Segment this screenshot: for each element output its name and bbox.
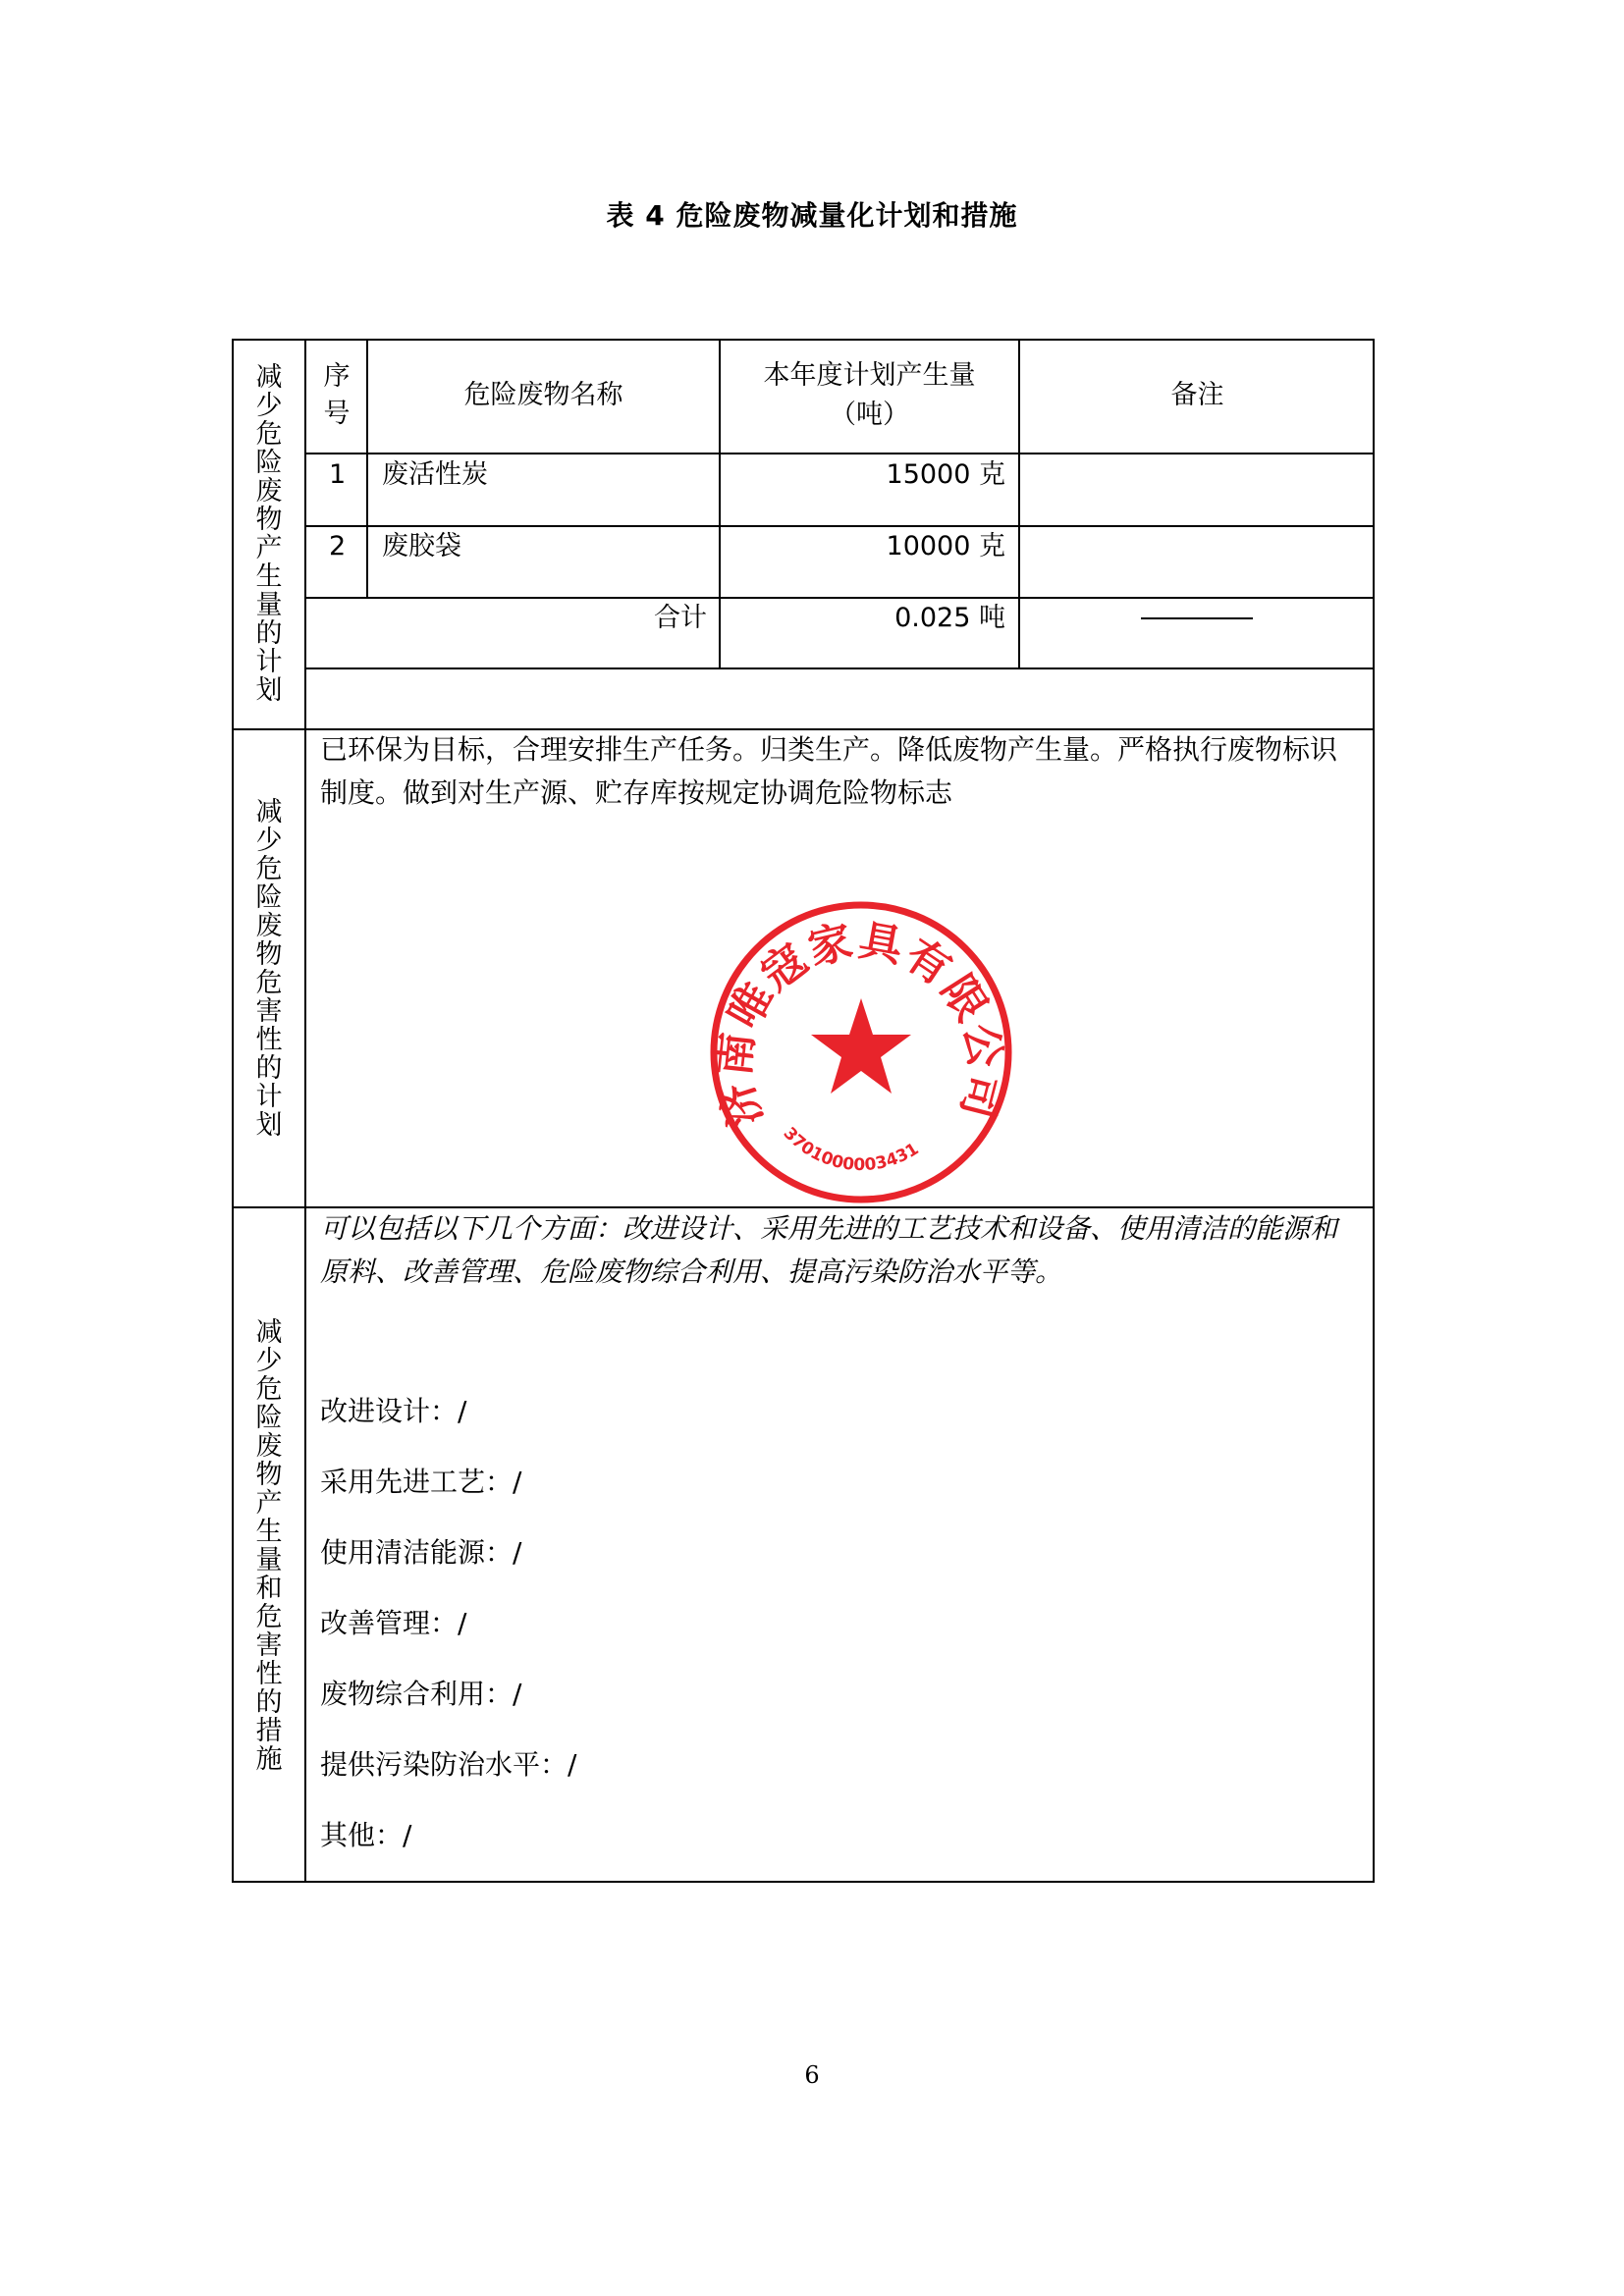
measure-other: 其他：/ <box>320 1819 412 1851</box>
seal-star <box>811 998 911 1094</box>
measure-reuse: 废物综合利用：/ <box>320 1678 522 1710</box>
header-planned-amount: 本年度计划产生量 （吨） <box>763 360 976 430</box>
seal-company-name: 济南唯寇家具有限公司 <box>709 915 1011 1133</box>
table-total-line <box>304 667 1375 669</box>
row1-seq: 1 <box>329 459 347 490</box>
header-waste-name: 危险废物名称 <box>463 380 623 410</box>
total-amount: 0.025 吨 <box>894 603 1005 633</box>
side-label-plan-quantity: 减少危险废物产生量的计划 <box>255 361 283 706</box>
page-number: 6 <box>804 2061 820 2089</box>
hazard-plan-text: 已环保为目标，合理安排生产任务。归类生产。降低废物产生量。严格执行废物标识制度。做到对生产源、贮存库按规定协调危险物标志 <box>320 733 1338 809</box>
row2-amount: 10000 克 <box>886 531 1005 561</box>
row2-name: 废胶袋 <box>382 531 461 561</box>
header-remark: 备注 <box>1170 380 1224 410</box>
measure-pollution: 提供污染防治水平：/ <box>320 1748 577 1781</box>
table-header-line <box>304 453 1375 454</box>
row2-seq: 2 <box>329 531 347 561</box>
measure-process: 采用先进工艺：/ <box>320 1466 522 1498</box>
measure-design: 改进设计：/ <box>320 1395 467 1427</box>
measure-management: 改善管理：/ <box>320 1607 467 1639</box>
measure-clean-energy: 使用清洁能源：/ <box>320 1536 522 1569</box>
side-label-plan-hazard: 减少危险废物危害性的计划 <box>255 796 283 1141</box>
total-label: 合计 <box>654 603 707 633</box>
company-seal <box>705 896 1017 1208</box>
row1-name: 废活性炭 <box>382 459 488 490</box>
header-seq: 序号 <box>323 361 351 429</box>
total-remark-dash <box>1141 617 1253 619</box>
seal-number: 3701000003431 <box>779 1123 923 1176</box>
side-label-measures: 减少危险废物产生量和危害性的措施 <box>255 1316 283 1775</box>
row1-amount: 15000 克 <box>886 459 1005 490</box>
measures-intro: 可以包括以下几个方面：改进设计、采用先进的工艺技术和设备、使用清洁的能源和原料、改善管理、危险废物综合利用、提高污染防治水平等。 <box>320 1212 1338 1288</box>
page-title: 表 4 危险废物减量化计划和措施 <box>606 199 1018 232</box>
